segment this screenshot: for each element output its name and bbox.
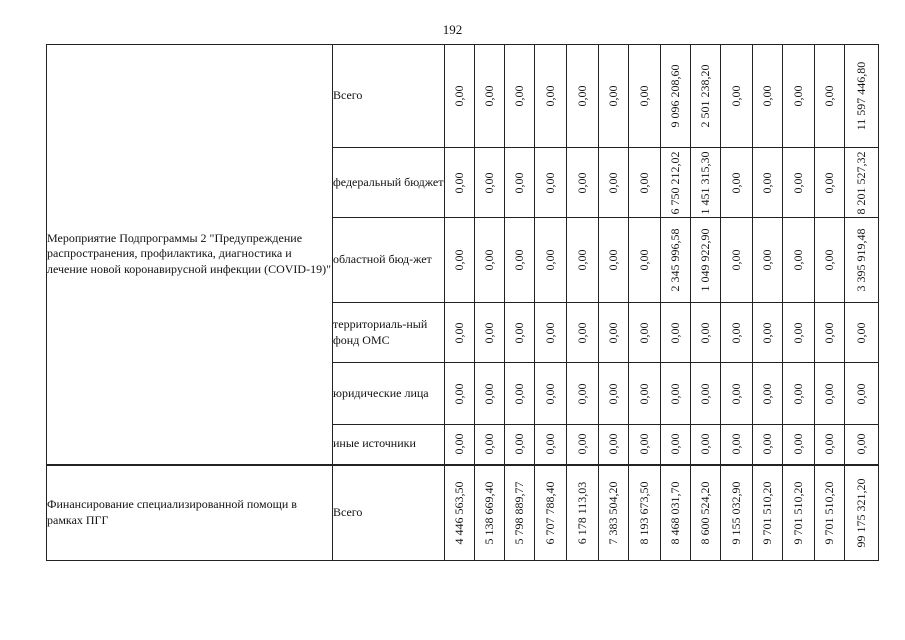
amount-cell (535, 45, 567, 148)
amount-cell (445, 363, 475, 425)
amount-value: 5 138 669,40 (481, 481, 496, 545)
amount-cell (845, 363, 879, 425)
amount-cell (629, 425, 661, 465)
amount-cell (845, 148, 879, 218)
amount-value: 0,00 (542, 85, 557, 107)
amount-value: 0,00 (790, 322, 805, 343)
amount-value: 8 201 527,32 (853, 151, 868, 214)
amount-value: 5 798 889,77 (511, 481, 526, 545)
amount-cell (629, 218, 661, 303)
amount-cell (845, 45, 879, 148)
amount-value: 6 750 212,02 (667, 151, 682, 214)
amount-cell (661, 148, 691, 218)
amount-cell (721, 303, 753, 363)
funding-source-cell: федеральный бюджет (333, 148, 445, 218)
amount-value: 0,00 (790, 383, 805, 404)
amount-value: 6 707 788,40 (542, 481, 557, 545)
amount-value: 0,00 (821, 85, 836, 107)
amount-value: 0,00 (636, 433, 651, 455)
amount-value: 11 597 446,80 (853, 61, 868, 131)
amount-value: 0,00 (728, 85, 743, 107)
amount-cell (783, 148, 815, 218)
amount-cell (845, 465, 879, 561)
amount-value: 0,00 (697, 383, 712, 404)
amount-cell (505, 45, 535, 148)
amount-value: 0,00 (574, 85, 589, 107)
funding-source-cell: Всего (333, 45, 445, 148)
amount-value: 0,00 (481, 433, 496, 455)
amount-cell (567, 425, 599, 465)
amount-value: 9 155 032,90 (728, 481, 743, 545)
amount-cell (845, 425, 879, 465)
amount-cell (475, 303, 505, 363)
amount-value: 0,00 (574, 172, 589, 193)
amount-value: 0,00 (759, 322, 774, 343)
amount-value: 0,00 (451, 322, 466, 343)
measure-name-cell: Мероприятие Подпрограммы 2 "Предупреждение распространения, профилактика, диагностика и лечение новой коронавирусной инфекции (COVID-19)" (47, 45, 333, 465)
amount-cell (815, 303, 845, 363)
amount-value: 0,00 (605, 249, 620, 271)
amount-value: 0,00 (451, 249, 466, 271)
amount-value: 9 701 510,20 (790, 481, 805, 545)
page-number: 192 (442, 22, 463, 37)
amount-value: 99 175 321,20 (853, 478, 868, 548)
amount-cell (661, 303, 691, 363)
amount-cell (535, 363, 567, 425)
amount-value: 0,00 (574, 322, 589, 343)
amount-value: 0,00 (790, 172, 805, 193)
amount-cell (535, 148, 567, 218)
amount-cell (691, 148, 721, 218)
amount-value: 0,00 (853, 433, 868, 455)
amount-cell (691, 303, 721, 363)
amount-cell (567, 465, 599, 561)
amount-cell (661, 465, 691, 561)
amount-value: 8 600 524,20 (697, 481, 712, 545)
amount-cell (753, 218, 783, 303)
amount-value: 0,00 (790, 249, 805, 271)
amount-cell (535, 303, 567, 363)
amount-cell (599, 148, 629, 218)
table-row (47, 465, 879, 561)
amount-value: 0,00 (542, 433, 557, 455)
amount-cell (753, 148, 783, 218)
amount-cell (815, 425, 845, 465)
amount-value: 0,00 (511, 383, 526, 404)
amount-value: 0,00 (574, 383, 589, 404)
amount-value: 0,00 (728, 249, 743, 271)
amount-cell (845, 218, 879, 303)
amount-value: 0,00 (481, 322, 496, 343)
amount-cell (445, 303, 475, 363)
amount-value: 0,00 (481, 249, 496, 271)
amount-cell (599, 303, 629, 363)
amount-cell (535, 425, 567, 465)
amount-cell (599, 363, 629, 425)
amount-value: 0,00 (511, 322, 526, 343)
funding-source-cell: юридические лица (333, 363, 445, 425)
amount-value: 9 701 510,20 (821, 481, 836, 545)
amount-value: 0,00 (451, 85, 466, 107)
amount-cell (661, 218, 691, 303)
amount-value: 0,00 (605, 85, 620, 107)
amount-cell (505, 363, 535, 425)
amount-value: 0,00 (481, 172, 496, 193)
amount-value: 0,00 (511, 172, 526, 193)
amount-value: 1 451 315,30 (697, 151, 712, 214)
amount-cell (753, 425, 783, 465)
amount-cell (815, 363, 845, 425)
funding-source-cell: территориаль-ный фонд ОМС (333, 303, 445, 363)
amount-value: 3 395 919,48 (853, 228, 868, 292)
amount-value: 0,00 (542, 249, 557, 271)
amount-value: 8 468 031,70 (667, 481, 682, 545)
amount-value: 0,00 (451, 383, 466, 404)
amount-cell (815, 465, 845, 561)
amount-cell (535, 218, 567, 303)
amount-cell (505, 465, 535, 561)
amount-cell (445, 425, 475, 465)
amount-cell (505, 425, 535, 465)
amount-cell (721, 363, 753, 425)
amount-cell (783, 45, 815, 148)
amount-value: 0,00 (790, 433, 805, 455)
amount-value: 0,00 (728, 433, 743, 455)
amount-cell (629, 45, 661, 148)
amount-cell (629, 303, 661, 363)
amount-cell (721, 148, 753, 218)
amount-value: 9 701 510,20 (759, 481, 774, 545)
amount-cell (567, 148, 599, 218)
amount-value: 0,00 (636, 383, 651, 404)
amount-value: 8 193 673,50 (636, 481, 651, 545)
amount-cell (475, 465, 505, 561)
amount-cell (691, 218, 721, 303)
amount-cell (691, 425, 721, 465)
amount-value: 0,00 (636, 249, 651, 271)
amount-cell (845, 303, 879, 363)
amount-cell (475, 218, 505, 303)
amount-cell (815, 148, 845, 218)
amount-cell (691, 363, 721, 425)
funding-source-cell: иные источники (333, 425, 445, 465)
amount-value: 0,00 (821, 249, 836, 271)
amount-cell (721, 45, 753, 148)
funding-source-cell: областной бюд-жет (333, 218, 445, 303)
amount-value: 0,00 (451, 172, 466, 193)
amount-cell (783, 303, 815, 363)
amount-cell (753, 303, 783, 363)
amount-value: 2 345 996,58 (667, 228, 682, 292)
amount-value: 0,00 (542, 172, 557, 193)
amount-value: 0,00 (605, 433, 620, 455)
amount-value: 0,00 (697, 322, 712, 343)
amount-value: 0,00 (759, 172, 774, 193)
amount-cell (475, 425, 505, 465)
amount-cell (475, 148, 505, 218)
amount-value: 9 096 208,60 (667, 64, 682, 128)
amount-value: 0,00 (759, 249, 774, 271)
amount-cell (753, 45, 783, 148)
amount-value: 0,00 (759, 383, 774, 404)
amount-value: 0,00 (853, 322, 868, 343)
amount-value: 0,00 (790, 85, 805, 107)
amount-value: 0,00 (667, 433, 682, 455)
amount-cell (783, 218, 815, 303)
amount-cell (753, 363, 783, 425)
amount-value: 0,00 (605, 322, 620, 343)
amount-cell (599, 218, 629, 303)
amount-value: 0,00 (451, 433, 466, 455)
amount-value: 0,00 (605, 383, 620, 404)
budget-table (46, 44, 879, 561)
amount-value: 0,00 (511, 249, 526, 271)
amount-cell (505, 148, 535, 218)
amount-value: 0,00 (636, 85, 651, 107)
amount-value: 0,00 (697, 433, 712, 455)
measure-name-cell: Финансирование специализированной помощи в рамках ПГГ (47, 465, 333, 561)
amount-cell (691, 45, 721, 148)
amount-value: 0,00 (481, 383, 496, 404)
amount-value: 0,00 (511, 433, 526, 455)
amount-cell (505, 303, 535, 363)
amount-cell (445, 45, 475, 148)
amount-value: 1 049 922,90 (697, 228, 712, 292)
amount-cell (815, 218, 845, 303)
funding-source-cell: Всего (333, 465, 445, 561)
amount-value: 0,00 (728, 322, 743, 343)
amount-cell (599, 425, 629, 465)
amount-cell (567, 363, 599, 425)
amount-cell (567, 303, 599, 363)
amount-value: 0,00 (728, 383, 743, 404)
amount-cell (629, 363, 661, 425)
amount-value: 0,00 (481, 85, 496, 107)
amount-cell (505, 218, 535, 303)
amount-value: 7 383 504,20 (605, 481, 620, 545)
amount-cell (753, 465, 783, 561)
amount-value: 0,00 (542, 383, 557, 404)
amount-value: 0,00 (636, 322, 651, 343)
amount-value: 0,00 (574, 433, 589, 455)
amount-value: 0,00 (511, 85, 526, 107)
amount-value: 2 501 238,20 (697, 64, 712, 128)
amount-cell (691, 465, 721, 561)
amount-cell (661, 363, 691, 425)
table-row (47, 45, 879, 148)
amount-value: 0,00 (605, 172, 620, 193)
amount-value: 0,00 (759, 85, 774, 107)
amount-cell (567, 218, 599, 303)
amount-cell (475, 45, 505, 148)
amount-value: 0,00 (667, 322, 682, 343)
amount-value: 0,00 (821, 383, 836, 404)
amount-cell (629, 465, 661, 561)
amount-value: 6 178 113,03 (574, 481, 589, 545)
amount-value: 0,00 (728, 172, 743, 193)
amount-cell (783, 465, 815, 561)
amount-value: 0,00 (636, 172, 651, 193)
amount-value: 0,00 (574, 249, 589, 271)
amount-cell (721, 465, 753, 561)
amount-cell (567, 45, 599, 148)
amount-value: 0,00 (821, 433, 836, 455)
amount-cell (629, 148, 661, 218)
amount-value: 0,00 (821, 172, 836, 193)
amount-cell (535, 465, 567, 561)
amount-cell (661, 45, 691, 148)
amount-cell (721, 425, 753, 465)
amount-value: 0,00 (542, 322, 557, 343)
amount-value: 4 446 563,50 (451, 481, 466, 545)
amount-cell (815, 45, 845, 148)
amount-cell (445, 465, 475, 561)
amount-value: 0,00 (821, 322, 836, 343)
amount-cell (445, 148, 475, 218)
amount-value: 0,00 (667, 383, 682, 404)
amount-cell (475, 363, 505, 425)
amount-cell (783, 425, 815, 465)
amount-value: 0,00 (759, 433, 774, 455)
amount-cell (599, 465, 629, 561)
amount-cell (661, 425, 691, 465)
amount-cell (445, 218, 475, 303)
amount-cell (721, 218, 753, 303)
amount-value: 0,00 (853, 383, 868, 404)
amount-cell (599, 45, 629, 148)
amount-cell (783, 363, 815, 425)
